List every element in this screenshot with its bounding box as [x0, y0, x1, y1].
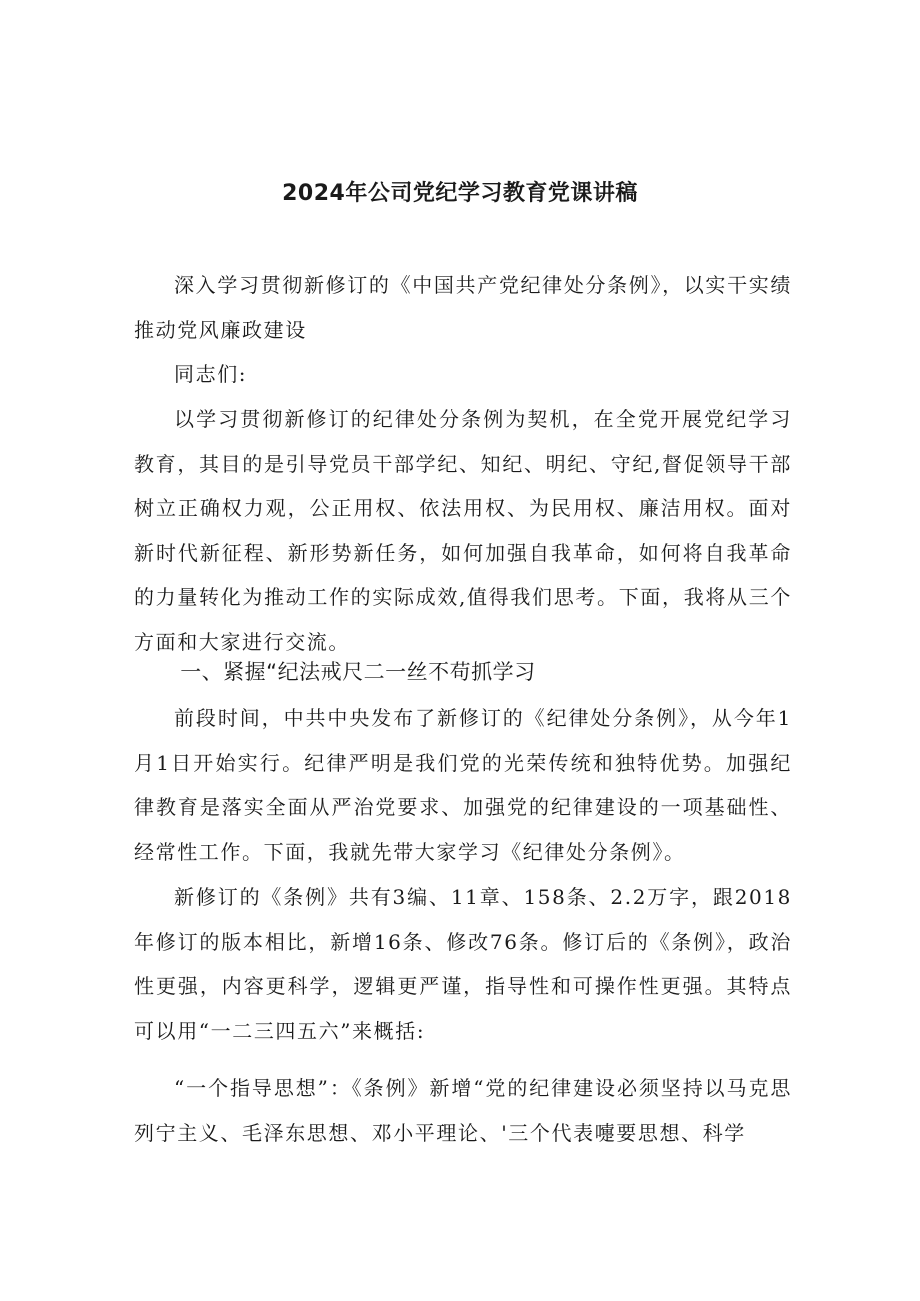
salutation: 同志们: — [174, 362, 248, 386]
document-subtitle: 深入学习贯彻新修订的《中国共产党纪律处分条例》，以实干实绩推动党风廉政建设 — [134, 273, 792, 342]
section1-paragraph-2: 新修订的《条例》共有3编、11章、158条、2.2万字，跟2018年修订的版本相比，新增16条、修改76条。修订后的《条例》，政治性更强，内容更科学，逻辑更严谨，指导性和可操作性更强。其特点可以用“一二三四五六”来概括: — [134, 885, 792, 1043]
section1-paragraph-3: “一个指导思想”：《条例》新增“党的纪律建设必须坚持以马克思列宁主义、毛泽东思想、邓小平理论、'三个代表嚏要思想、科学 — [134, 1076, 792, 1145]
section1-paragraph-1: 前段时间，中共中央发布了新修订的《纪律处分条例》，从今年1月1日开始实行。纪律严明是我们党的光荣传统和独特优势。加强纪律教育是落实全面从严治党要求、加强党的纪律建设的一项基础性、经常性工作。下面，我就先带大家学习《纪律处分条例》。 — [134, 706, 792, 864]
section-heading-1: 一、紧握“纪法戒尺二一丝不苟抓学习 — [180, 660, 536, 684]
intro-paragraph: 以学习贯彻新修订的纪律处分条例为契机，在全党开展党纪学习教育，其目的是引导党员干部学纪、知纪、明纪、守纪,督促领导干部树立正确权力观，公正用权、依法用权、为民用权、廉洁用权。面对新时代新征程、新形势新任务，如何加强自我革命，如何将自我革命的力量转化为推动工作的实际成效,值得我们思考。下面，我将从三个方面和大家进行交流。 — [134, 407, 792, 654]
document-title: 2024年公司党纪学习教育党课讲稿 — [282, 181, 638, 206]
